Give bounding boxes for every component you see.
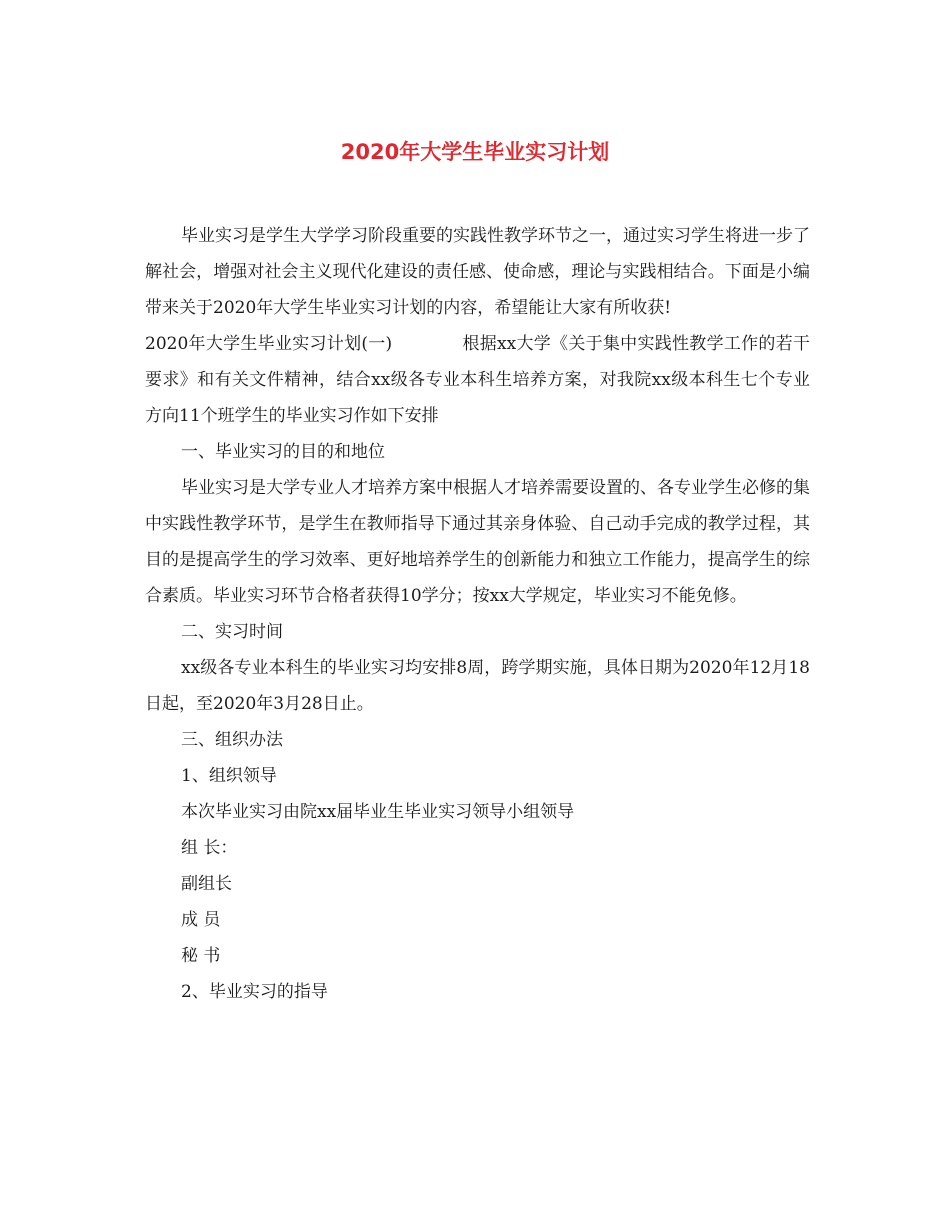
sub1-heading: 1、组织领导 [181,766,277,786]
document-body [145,218,810,1010]
plan-intro: 根据xx大学《关于集中实践性教学工作的若干要求》和有关文件精神，结合xx级各专业本科生培养方案，对我院xx级本科生七个专业方向11个班学生的毕业实习作如下安排 [145,334,810,426]
plan-heading: 2020年大学生毕业实习计划(一) [145,334,393,354]
section2-heading: 二、实习时间 [181,622,283,642]
role-deputy-leader: 副组长 [181,874,232,894]
section1-heading: 一、毕业实习的目的和地位 [181,442,385,462]
document-title: 2020年大学生毕业实习计划 [340,140,610,164]
section1-paragraph: 毕业实习是大学专业人才培养方案中根据人才培养需要设置的、各专业学生必修的集中实践性教学环节，是学生在教师指导下通过其亲身体验、自己动手完成的教学过程，其目的是提高学生的学习效率、更好地培养学生的创新能力和独立工作能力，提高学生的综合素质。毕业实习环节合格者获得10学分；按xx大学规定，毕业实习不能免修。 [145,478,810,606]
role-leader: 组 长： [181,838,238,858]
sub2-heading: 2、毕业实习的指导 [181,982,328,1002]
sub1-paragraph: 本次毕业实习由院xx届毕业生毕业实习领导小组领导 [181,802,575,822]
plan-paragraph [145,326,810,434]
role-secretary: 秘 书 [181,946,221,966]
section3-heading: 三、组织办法 [181,730,283,750]
role-members: 成 员 [181,910,221,930]
intro-paragraph: 毕业实习是学生大学学习阶段重要的实践性教学环节之一，通过实习学生将进一步了解社会，增强对社会主义现代化建设的责任感、使命感，理论与实践相结合。下面是小编带来关于2020年大学生毕业实习计划的内容，希望能让大家有所收获! [145,226,810,318]
section2-paragraph: xx级各专业本科生的毕业实习均安排8周，跨学期实施，具体日期为2020年12月18日起，至2020年3月28日止。 [145,658,810,714]
